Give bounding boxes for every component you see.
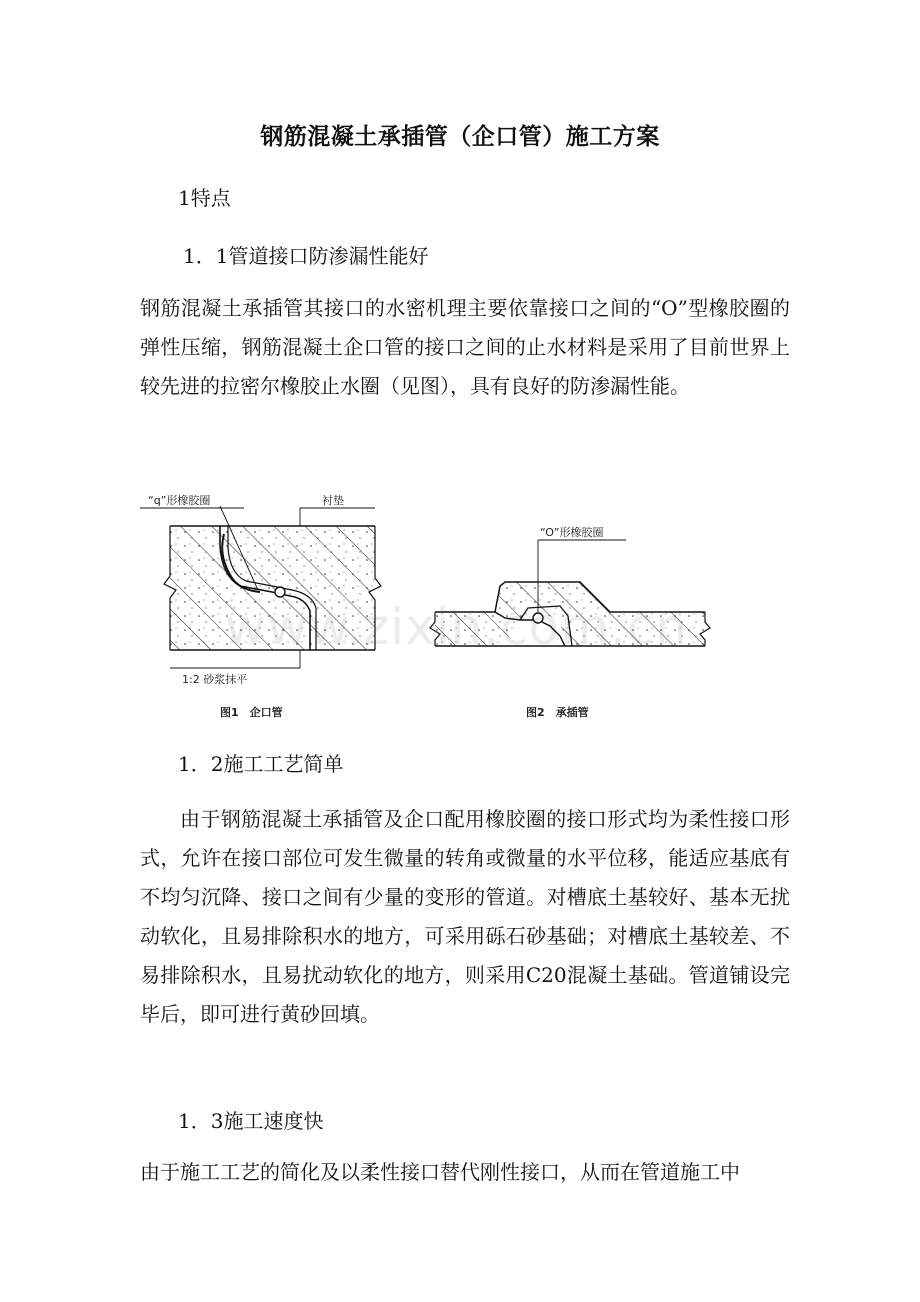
paragraph-2: 由于钢筋混凝土承插管及企口配用橡胶圈的接口形式均为柔性接口形式，允许在接口部位可发生微量的转角或微量的水平位移，能适应基底有不均匀沉降、接口之间有少量的变形的管道。对槽底土基较好、基本无扰动软化，且易排除积水的地方，可采用砾石砂基础；对槽底土基较差、不易排除积水，且易扰动软化的地方，则采用C20混凝土基础。管道铺设完毕后，即可进行黄砂回填。	[140, 807, 790, 1026]
section-heading-1: 1特点	[178, 186, 231, 210]
joint-diagrams	[140, 486, 720, 726]
figure-1-caption: 图1 企口管	[220, 706, 283, 719]
label-mortar: 1:2 砂浆抹平	[182, 673, 248, 686]
subsection-heading-1-1: 1．1管道接口防渗漏性能好	[183, 244, 429, 268]
subsection-heading-1-3: 1．3施工速度快	[178, 1109, 324, 1133]
label-pad: 衬垫	[322, 494, 344, 507]
paragraph-1: 钢筋混凝土承插管其接口的水密机理主要依靠接口之间的“O”型橡胶圈的弹性压缩，钢筋混凝土企口管的接口之间的止水材料是采用了目前世界上较先进的拉密尔橡胶止水圈（见图），具有良好的防渗漏性能。	[140, 296, 790, 398]
joint-figure	[140, 486, 720, 726]
label-q-ring: “q”形橡胶圈	[148, 494, 211, 507]
document-title: 钢筋混凝土承插管（企口管）施工方案	[260, 123, 660, 150]
paragraph-3: 由于施工工艺的简化及以柔性接口替代刚性接口，从而在管道施工中	[140, 1160, 740, 1184]
figure-1-spigot-pipe	[140, 493, 381, 719]
label-o-ring: “O”形橡胶圈	[540, 526, 604, 539]
figure-2-caption: 图2 承插管	[526, 706, 589, 719]
subsection-heading-1-2: 1．2施工工艺简单	[178, 752, 344, 776]
figure-2-socket-pipe	[430, 525, 710, 719]
